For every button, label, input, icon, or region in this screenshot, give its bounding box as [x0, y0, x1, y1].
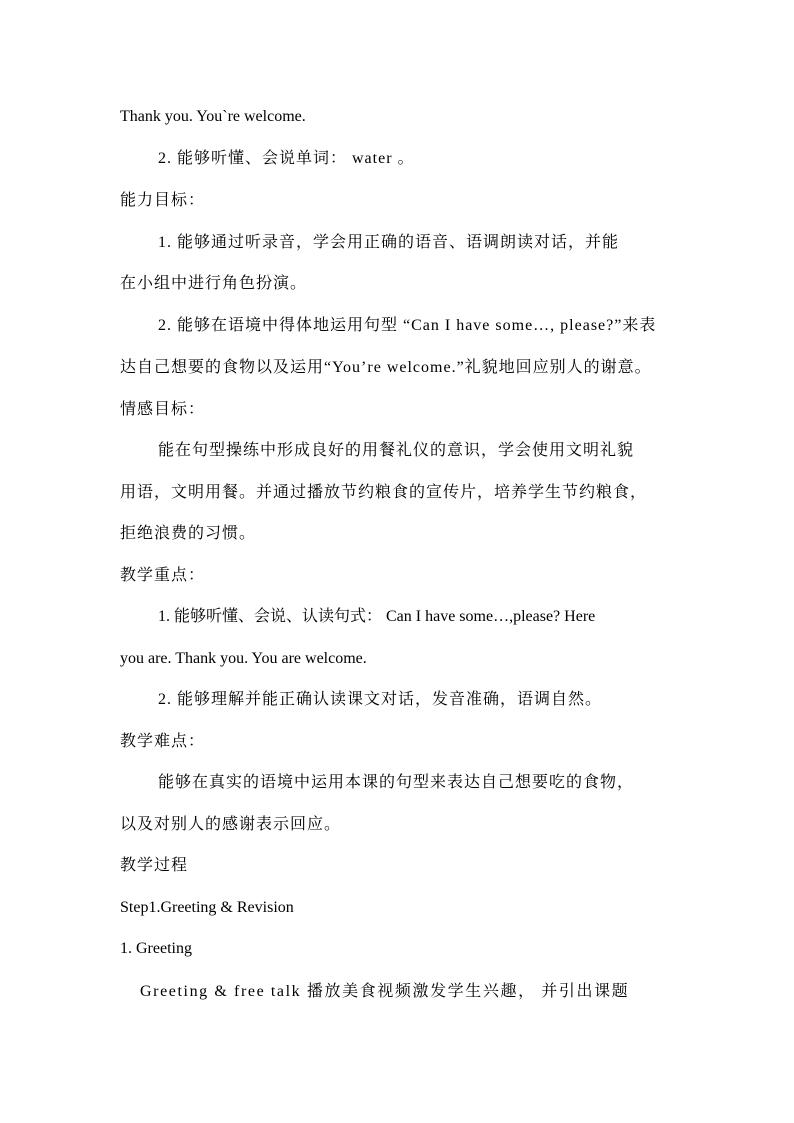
text-line: 在小组中进行角色扮演。: [120, 275, 308, 292]
text-line: 用语，文明用餐。并通过播放节约粮食的宣传片，培养学生节约粮食，: [120, 484, 648, 501]
section-heading: 能力目标：: [120, 192, 206, 209]
step-heading: Step1.Greeting & Revision: [120, 899, 294, 916]
text-line: 能够在真实的语境中运用本课的句型来表达自己想要吃的食物，: [158, 774, 635, 791]
text-line: 2. 能够听懂、会说单词： water 。: [158, 150, 415, 167]
section-heading: 教学重点：: [120, 567, 206, 584]
section-heading: 教学难点：: [120, 733, 206, 750]
text-line: you are. Thank you. You are welcome.: [120, 650, 367, 667]
text-line: Thank you. You`re welcome.: [120, 108, 306, 125]
text-line: 以及对别人的感谢表示回应。: [120, 816, 342, 833]
text-line: Greeting & free talk 播放美食视频激发学生兴趣， 并引出课题: [140, 983, 630, 1000]
text-line: 1. 能够通过听录音，学会用正确的语音、语调朗读对话，并能: [158, 234, 620, 251]
text-line: 1. 能够听懂、会说、认读句式： Can I have some…,please? Here: [158, 608, 596, 625]
text-line: 拒绝浪费的习惯。: [120, 525, 257, 542]
text-line: 2. 能够在语境中得体地运用句型 “Can I have some…, please?”来表: [158, 317, 657, 334]
section-heading: 情感目标：: [120, 401, 206, 418]
text-line: 能在句型操练中形成良好的用餐礼仪的意识，学会使用文明礼貌: [158, 442, 635, 459]
text-line: 1. Greeting: [120, 940, 192, 957]
section-heading: 教学过程: [120, 857, 189, 874]
text-line: 达自己想要的食物以及运用“You’re welcome.”礼貌地回应别人的谢意。: [120, 359, 652, 376]
text-line: 2. 能够理解并能正确认读课文对话，发音准确，语调自然。: [158, 691, 603, 708]
